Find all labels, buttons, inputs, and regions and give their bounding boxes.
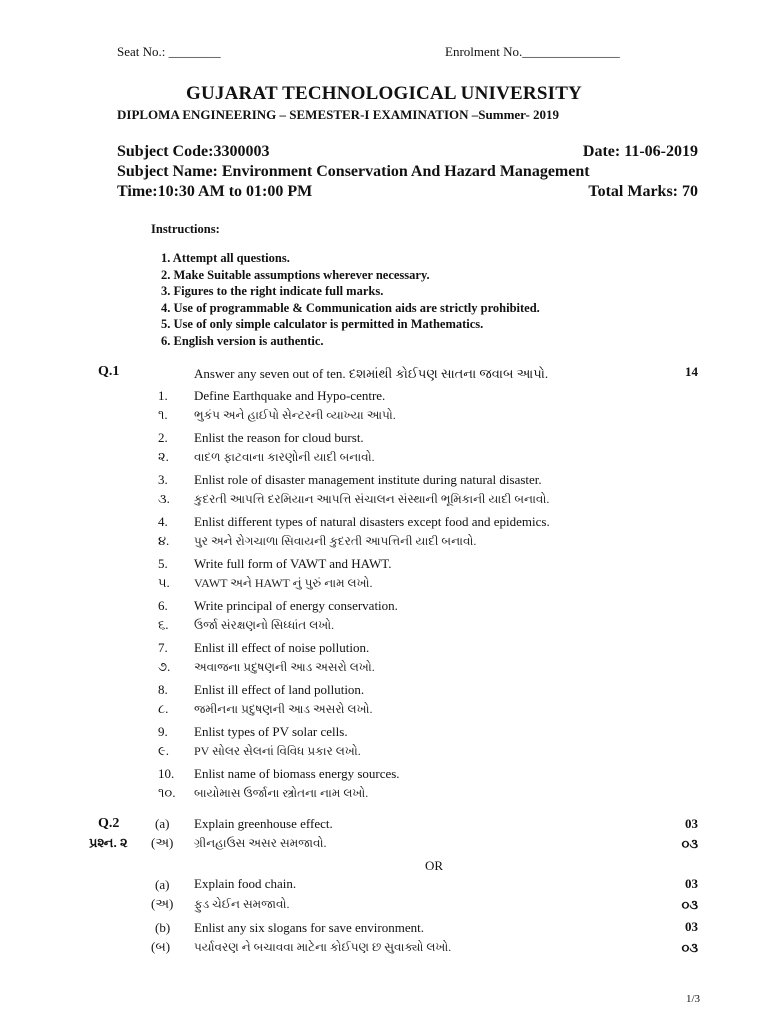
q1-item-number: 10. <box>158 766 175 781</box>
q2-part-text: Explain greenhouse effect. <box>194 816 333 831</box>
q1-item-number-gujarati: ૮. <box>158 701 169 716</box>
q1-item-number-gujarati: ૨. <box>158 449 169 464</box>
q1-item-number-gujarati: ૪. <box>158 533 170 548</box>
q1-item-text: Enlist types of PV solar cells. <box>194 724 348 739</box>
q1-item-text: Enlist role of disaster management institute during natural disaster. <box>194 472 542 487</box>
q1-item-number: 7. <box>158 640 168 655</box>
total-marks: Total Marks: 70 <box>588 183 698 200</box>
q2-part-marks: 03 <box>685 816 698 831</box>
q1-item-text-gujarati: પુર અને રોગચાળા સિવાયની કુદરતી આપત્તિની યાદી બનાવો. <box>194 534 477 548</box>
q1-item-number: 5. <box>158 556 168 571</box>
instruction-item: 5. Use of only simple calculator is permitted in Mathematics. <box>161 317 484 332</box>
q2-part-text-gujarati: ફુડ ચેઈન સમજાવો. <box>194 897 290 911</box>
q2-part-marks-gujarati: ૦૩ <box>681 897 698 912</box>
q2-part-text: Enlist any six slogans for save environment. <box>194 920 424 935</box>
q1-item-number-gujarati: ૯. <box>158 743 169 758</box>
question-1-text: Answer any seven out of ten. દશમાંથી કોઈપણ સાતના જવાબ આપો. <box>194 366 549 381</box>
q2-part-number-gujarati: (અ) <box>151 896 174 911</box>
q1-item-text-gujarati: ઉર્જા સંરક્ષણનો સિધ્ધાંત લખો. <box>194 618 335 632</box>
q1-item-text-gujarati: જમીનના પ્રદુષણની આડ અસરો લખો. <box>194 702 373 716</box>
q1-item-number: 8. <box>158 682 168 697</box>
q1-item-number-gujarati: ૧. <box>158 407 168 422</box>
q1-item-text: Write principal of energy conservation. <box>194 598 398 613</box>
q2-part-number: (b) <box>155 920 171 935</box>
q2-part-text-gujarati: ગ્રીનહાઉસ અસર સમજાવો. <box>194 836 327 850</box>
q1-item-text: Enlist ill effect of land pollution. <box>194 682 365 697</box>
instruction-item: 4. Use of programmable & Communication aids are strictly prohibited. <box>161 300 540 315</box>
q1-item-text-gujarati: ભુકંપ અને હાઈપો સેન્ટરની વ્યાખ્યા આપો. <box>194 408 396 422</box>
q2-part-marks-gujarati: ૦૩ <box>681 940 698 955</box>
q1-item-number-gujarati: ૩. <box>158 491 170 506</box>
q1-item-number: 1. <box>158 388 168 403</box>
exam-date: Date: 11-06-2019 <box>582 143 698 160</box>
q1-item-text: Enlist the reason for cloud burst. <box>194 430 364 445</box>
question-2-label: Q.2 <box>98 816 120 831</box>
subject-name: Subject Name: Environment Conservation And Hazard Management <box>117 163 590 180</box>
q1-item-text: Enlist name of biomass energy sources. <box>194 766 400 781</box>
or-separator: OR <box>425 858 444 873</box>
exam-title: DIPLOMA ENGINEERING – SEMESTER-I EXAMINATION –Summer- 2019 <box>117 107 560 122</box>
q2-part-text-gujarati: પર્યાવરણ ને બચાવવા માટેના કોઈપણ છ સુવાક્યો લખો. <box>194 940 452 954</box>
question-2-label-gujarati: પ્રશ્ન. ૨ <box>89 835 128 850</box>
instruction-item: 6. English version is authentic. <box>161 333 324 348</box>
instruction-item: 1. Attempt all questions. <box>161 251 290 265</box>
q1-item-text: Define Earthquake and Hypo-centre. <box>194 388 386 403</box>
q1-item-number-gujarati: ૬. <box>158 617 169 632</box>
question-1-marks: 14 <box>685 364 698 379</box>
q1-item-number-gujarati: ૭. <box>158 659 171 674</box>
q1-item-text-gujarati: VAWT અને HAWT નું પુરું નામ લખો. <box>194 576 373 590</box>
q1-item-number: 6. <box>158 598 168 613</box>
q1-item-text: Write full form of VAWT and HAWT. <box>194 556 392 571</box>
instruction-item: 3. Figures to the right indicate full marks. <box>161 284 384 299</box>
q1-item-text: Enlist ill effect of noise pollution. <box>194 640 370 655</box>
exam-time: Time:10:30 AM to 01:00 PM <box>117 183 313 200</box>
q1-item-number: 3. <box>158 472 168 487</box>
subject-code: Subject Code:3300003 <box>117 143 270 160</box>
q2-part-marks-gujarati: ૦૩ <box>681 836 698 851</box>
page-number: 1/3 <box>685 993 700 1005</box>
q1-item-text-gujarati: કુદરતી આપત્તિ દરમિયાન આપત્તિ સંચાલન સંસ્થાની ભૂમિકાની યાદી બનાવો. <box>194 492 550 506</box>
q2-part-number: (a) <box>155 877 170 892</box>
q2-part-number-gujarati: (અ) <box>151 835 174 850</box>
seat-number-field: Seat No.: ________ <box>117 44 221 59</box>
q1-item-number-gujarati: ૧૦. <box>158 785 176 800</box>
q1-item-number: 9. <box>158 724 168 739</box>
q1-item-text: Enlist different types of natural disasters except food and epidemics. <box>194 514 550 529</box>
q2-part-marks: 03 <box>685 876 698 891</box>
q2-part-text: Explain food chain. <box>194 876 297 891</box>
instruction-item: 2. Make Suitable assumptions wherever necessary. <box>161 267 430 282</box>
question-1-label: Q.1 <box>98 364 120 379</box>
q1-item-text-gujarati: અવાજના પ્રદુષણની આડ અસરો લખો. <box>194 660 375 674</box>
q1-item-number: 2. <box>158 430 168 445</box>
q1-item-number: 4. <box>158 514 168 529</box>
q1-item-text-gujarati: વાદળ ફાટવાના કારણોની યાદી બનાવો. <box>194 450 375 464</box>
q2-part-marks: 03 <box>685 919 698 934</box>
q2-part-number: (a) <box>155 816 170 831</box>
instructions-heading: Instructions: <box>151 222 220 236</box>
q1-item-text-gujarati: PV સોલર સેલનાં વિવિધ પ્રકાર લખો. <box>194 744 361 758</box>
enrolment-number-field: Enrolment No._______________ <box>445 44 620 59</box>
q1-item-number-gujarati: ૫. <box>158 575 170 590</box>
q1-item-text-gujarati: બાયોમાસ ઉર્જાના સ્ત્રોતના નામ લખો. <box>194 786 369 800</box>
university-title: GUJARAT TECHNOLOGICAL UNIVERSITY <box>186 83 582 104</box>
instructions-list <box>161 250 540 350</box>
q2-part-number-gujarati: (બ) <box>151 939 171 954</box>
